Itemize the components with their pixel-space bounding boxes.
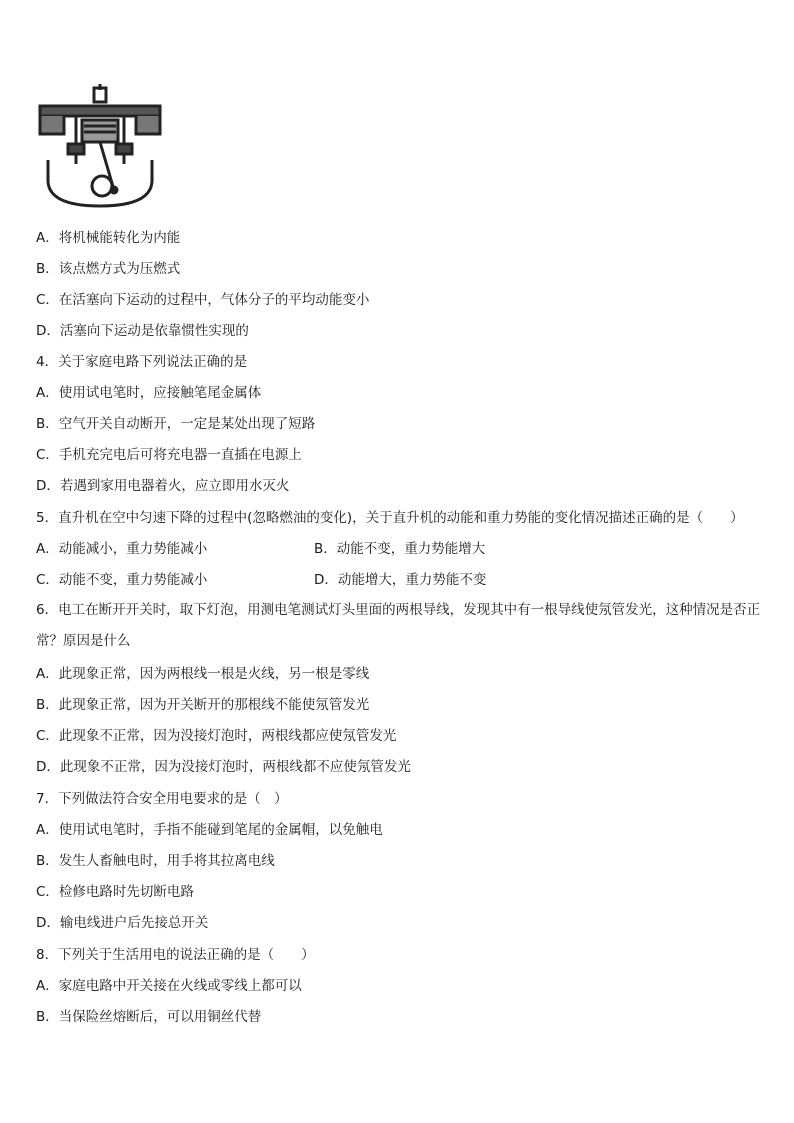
q3-option-c: C．在活塞向下运动的过程中，气体分子的平均动能变小 [36,292,370,308]
engine-cylinder-figure [36,82,164,210]
q7-option-c: C．检修电路时先切断电路 [36,884,194,900]
q6-option-a: A．此现象正常，因为两根线一根是火线，另一根是零线 [36,666,370,682]
q4-option-c: C．手机充完电后可将充电器一直插在电源上 [36,447,302,463]
q5-stem: 5．直升机在空中匀速下降的过程中(忽略燃油的变化)，关于直升机的动能和重力势能的变化情况描述正确的是（ ） [36,510,744,526]
q4-option-a: A．使用试电笔时，应接触笔尾金属体 [36,385,262,401]
q7-option-a: A．使用试电笔时，手指不能碰到笔尾的金属帽，以免触电 [36,822,383,838]
q8-stem: 8．下列关于生活用电的说法正确的是（ ） [36,947,315,963]
q5-option-b: B．动能不变，重力势能增大 [314,541,486,557]
q6-stem: 6．电工在断开开关时，取下灯泡，用测电笔测试灯头里面的两根导线，发现其中有一根导线使氖管发光，这种情况是否正常？原因是什么 [36,602,761,649]
q3-option-a: A．将机械能转化为内能 [36,230,181,246]
q7-stem: 7．下列做法符合安全用电要求的是（ ） [36,791,288,807]
q3-option-d: D．活塞向下运动是依靠惯性实现的 [36,323,249,339]
q4-stem: 4．关于家庭电路下列说法正确的是 [36,354,248,370]
q8-option-b: B．当保险丝熔断后，可以用铜丝代替 [36,1009,262,1025]
q5-option-a: A．动能减小，重力势能减小 [36,541,208,557]
q7-option-d: D．输电线进户后先接总开关 [36,915,209,931]
q6-option-d: D．此现象不正常，因为没接灯泡时，两根线都不应使氖管发光 [36,759,411,775]
q8-option-a: A．家庭电路中开关接在火线或零线上都可以 [36,978,302,994]
q6-option-b: B．此现象正常，因为开关断开的那根线不能使氖管发光 [36,697,370,713]
q5-option-d: D．动能增大，重力势能不变 [314,572,487,588]
q4-option-b: B．空气开关自动断开，一定是某处出现了短路 [36,416,316,432]
q3-option-b: B．该点燃方式为压燃式 [36,261,181,277]
q4-option-d: D．若遇到家用电器着火，应立即用水灭火 [36,478,290,494]
q6-option-c: C．此现象不正常，因为没接灯泡时，两根线都应使氖管发光 [36,728,397,744]
q5-option-c: C．动能不变，重力势能减小 [36,572,208,588]
q7-option-b: B．发生人畜触电时，用手将其拉离电线 [36,853,275,869]
